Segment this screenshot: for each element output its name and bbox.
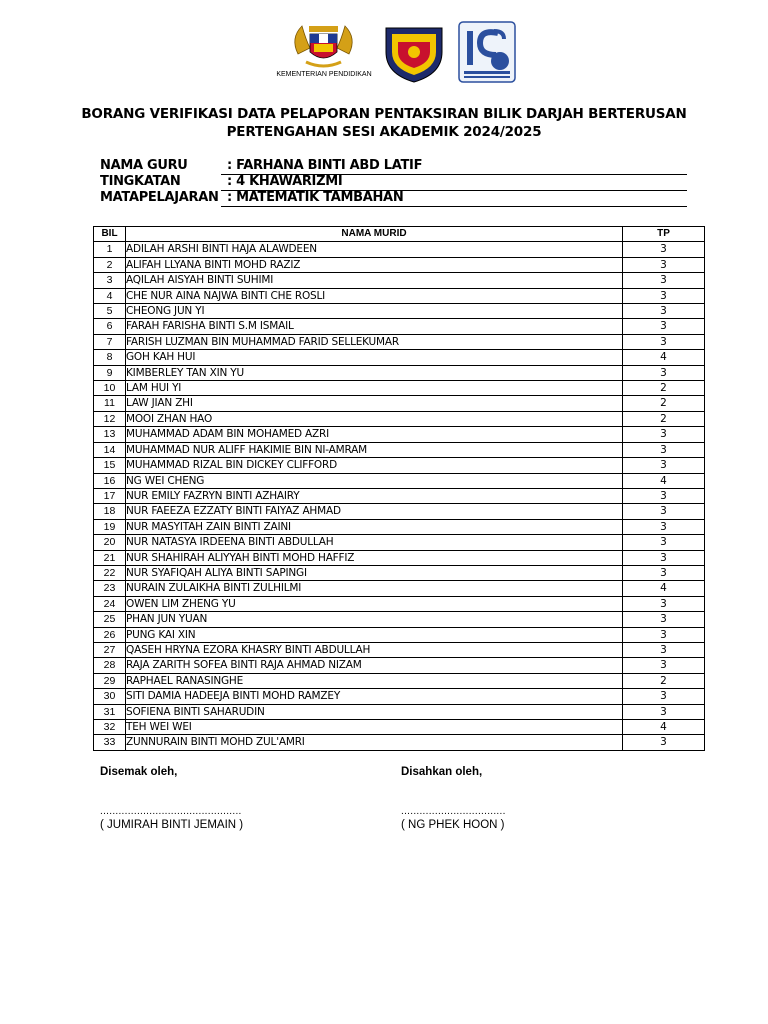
- row-number: 8: [94, 350, 126, 365]
- student-name: NUR MASYITAH ZAIN BINTI ZAINI: [126, 519, 623, 534]
- table-row: [94, 519, 705, 534]
- student-name: CHE NUR AINA NAJWA BINTI CHE ROSLI: [126, 288, 623, 303]
- student-name: FARISH LUZMAN BIN MUHAMMAD FARID SELLEKUMAR: [126, 334, 623, 349]
- student-name: NUR EMILY FAZRYN BINTI AZHAIRY: [126, 488, 623, 503]
- row-number: 13: [94, 427, 126, 442]
- table-row: [94, 720, 705, 735]
- row-number: 5: [94, 304, 126, 319]
- table-row: [94, 427, 705, 442]
- tp-score: 3: [623, 658, 705, 673]
- student-name: CHEONG JUN YI: [126, 304, 623, 319]
- student-name: RAPHAEL RANASINGHE: [126, 673, 623, 688]
- form-info-block: [100, 158, 690, 206]
- student-name: MUHAMMAD RIZAL BIN DICKEY CLIFFORD: [126, 458, 623, 473]
- table-row: [94, 365, 705, 380]
- student-name: MUHAMMAD NUR ALIFF HAKIMIE BIN NI-AMRAM: [126, 442, 623, 457]
- table-row: [94, 642, 705, 657]
- tp-score: 3: [623, 627, 705, 642]
- row-number: 19: [94, 519, 126, 534]
- tp-score: 3: [623, 273, 705, 288]
- tp-score: 3: [623, 257, 705, 272]
- table-row: [94, 596, 705, 611]
- name-header: NAMA MURID: [126, 227, 623, 242]
- row-number: 21: [94, 550, 126, 565]
- table-row: [94, 689, 705, 704]
- student-name: RAJA ZARITH SOFEA BINTI RAJA AHMAD NIZAM: [126, 658, 623, 673]
- approved-by-name: ( NG PHEK HOON ): [401, 819, 505, 831]
- table-row: [94, 473, 705, 488]
- row-number: 10: [94, 381, 126, 396]
- row-number: 7: [94, 334, 126, 349]
- table-row: [94, 273, 705, 288]
- table-row: [94, 396, 705, 411]
- row-number: 23: [94, 581, 126, 596]
- class-label: TINGKATAN: [100, 174, 181, 189]
- row-number: 31: [94, 704, 126, 719]
- student-name: AQILAH AISYAH BINTI SUHIMI: [126, 273, 623, 288]
- school-crest-logo: [382, 22, 446, 84]
- tp-score: 3: [623, 288, 705, 303]
- student-name: MUHAMMAD ADAM BIN MOHAMED AZRI: [126, 427, 623, 442]
- tp-score: 4: [623, 581, 705, 596]
- tp-score: 3: [623, 550, 705, 565]
- tp-score: 3: [623, 427, 705, 442]
- student-name: FARAH FARISHA BINTI S.M ISMAIL: [126, 319, 623, 334]
- table-row: [94, 565, 705, 580]
- tp-score: 2: [623, 396, 705, 411]
- student-name: NG WEI CHENG: [126, 473, 623, 488]
- student-name: SOFIENA BINTI SAHARUDIN: [126, 704, 623, 719]
- teacher-label: NAMA GURU: [100, 158, 188, 173]
- table-row: [94, 704, 705, 719]
- checked-by-heading: Disemak oleh,: [100, 766, 178, 778]
- tp-score: 3: [623, 704, 705, 719]
- student-name: MOOI ZHAN HAO: [126, 411, 623, 426]
- table-row: [94, 504, 705, 519]
- table-row: [94, 411, 705, 426]
- approved-by-signature-line: ..................................: [401, 806, 506, 817]
- student-table: [93, 226, 705, 751]
- teacher-value: : FARHANA BINTI ABD LATIF: [221, 158, 687, 175]
- student-name: NURAIN ZULAIKHA BINTI ZULHILMI: [126, 581, 623, 596]
- row-number: 14: [94, 442, 126, 457]
- tp-score: 3: [623, 689, 705, 704]
- table-row: [94, 334, 705, 349]
- student-name: NUR SHAHIRAH ALIYYAH BINTI MOHD HAFFIZ: [126, 550, 623, 565]
- table-row: [94, 673, 705, 688]
- tp-score: 3: [623, 488, 705, 503]
- tp-score: 4: [623, 473, 705, 488]
- row-number: 11: [94, 396, 126, 411]
- form-title-line-1: BORANG VERIFIKASI DATA PELAPORAN PENTAKSIRAN BILIK DARJAH BERTERUSAN: [81, 106, 687, 122]
- table-row: [94, 627, 705, 642]
- row-number: 12: [94, 411, 126, 426]
- row-number: 6: [94, 319, 126, 334]
- student-name: GOH KAH HUI: [126, 350, 623, 365]
- student-name: LAM HUI YI: [126, 381, 623, 396]
- logo-header: [0, 0, 768, 100]
- tp-score: 3: [623, 458, 705, 473]
- row-number: 16: [94, 473, 126, 488]
- student-name: NUR SYAFIQAH ALIYA BINTI SAPINGI: [126, 565, 623, 580]
- row-number: 32: [94, 720, 126, 735]
- table-row: [94, 442, 705, 457]
- subject-value: : MATEMATIK TAMBAHAN: [221, 190, 687, 207]
- student-name: PUNG KAI XIN: [126, 627, 623, 642]
- tp-score: 3: [623, 519, 705, 534]
- table-row: [94, 535, 705, 550]
- student-rows: [94, 242, 705, 750]
- tp-score: 3: [623, 242, 705, 257]
- row-number: 28: [94, 658, 126, 673]
- subject-row: [100, 190, 690, 206]
- row-number: 17: [94, 488, 126, 503]
- row-number: 33: [94, 735, 126, 750]
- tp-score: 3: [623, 504, 705, 519]
- table-row: [94, 735, 705, 750]
- table-row: [94, 350, 705, 365]
- tp-score: 3: [623, 319, 705, 334]
- row-number: 22: [94, 565, 126, 580]
- bil-header: BIL: [94, 227, 126, 242]
- student-name: ADILAH ARSHI BINTI HAJA ALAWDEEN: [126, 242, 623, 257]
- table-row: [94, 319, 705, 334]
- table-row: [94, 304, 705, 319]
- table-row: [94, 612, 705, 627]
- row-number: 27: [94, 642, 126, 657]
- row-number: 4: [94, 288, 126, 303]
- row-number: 2: [94, 257, 126, 272]
- ministry-caption: KEMENTERIAN PENDIDIKAN: [276, 71, 372, 78]
- table-header-row: [94, 227, 705, 242]
- tp-score: 2: [623, 673, 705, 688]
- row-number: 3: [94, 273, 126, 288]
- student-name: SITI DAMIA HADEEJA BINTI MOHD RAMZEY: [126, 689, 623, 704]
- row-number: 9: [94, 365, 126, 380]
- row-number: 25: [94, 612, 126, 627]
- approved-by-heading: Disahkan oleh,: [401, 766, 483, 778]
- student-name: LAW JIAN ZHI: [126, 396, 623, 411]
- table-row: [94, 458, 705, 473]
- class-value: : 4 KHAWARIZMI: [221, 174, 687, 191]
- student-name: NUR NATASYA IRDEENA BINTI ABDULLAH: [126, 535, 623, 550]
- tp-score: 3: [623, 304, 705, 319]
- tp-score: 3: [623, 334, 705, 349]
- row-number: 29: [94, 673, 126, 688]
- table-row: [94, 257, 705, 272]
- student-name: NUR FAEEZA EZZATY BINTI FAIYAZ AHMAD: [126, 504, 623, 519]
- tp-score: 3: [623, 535, 705, 550]
- checked-by-signature-line: ..............................................: [100, 806, 242, 817]
- tp-score: 3: [623, 596, 705, 611]
- table-row: [94, 381, 705, 396]
- row-number: 18: [94, 504, 126, 519]
- table-row: [94, 242, 705, 257]
- ics-25-logo: [458, 21, 516, 83]
- tp-score: 3: [623, 612, 705, 627]
- tp-score: 3: [623, 365, 705, 380]
- tp-header: TP: [623, 227, 705, 242]
- student-name: ZUNNURAIN BINTI MOHD ZUL'AMRI: [126, 735, 623, 750]
- form-title-line-2: PERTENGAHAN SESI AKADEMIK 2024/2025: [226, 124, 542, 140]
- row-number: 26: [94, 627, 126, 642]
- tp-score: 3: [623, 565, 705, 580]
- teacher-row: [100, 158, 690, 174]
- row-number: 20: [94, 535, 126, 550]
- tp-score: 2: [623, 381, 705, 396]
- tp-score: 3: [623, 442, 705, 457]
- tp-score: 3: [623, 642, 705, 657]
- student-name: TEH WEI WEI: [126, 720, 623, 735]
- table-row: [94, 658, 705, 673]
- student-name: ALIFAH LLYANA BINTI MOHD RAZIZ: [126, 257, 623, 272]
- tp-score: 4: [623, 720, 705, 735]
- checked-by-name: ( JUMIRAH BINTI JEMAIN ): [100, 819, 244, 831]
- row-number: 30: [94, 689, 126, 704]
- table-row: [94, 288, 705, 303]
- student-name: QASEH HRYNA EZORA KHASRY BINTI ABDULLAH: [126, 642, 623, 657]
- table-row: [94, 488, 705, 503]
- row-number: 24: [94, 596, 126, 611]
- student-name: KIMBERLEY TAN XIN YU: [126, 365, 623, 380]
- row-number: 1: [94, 242, 126, 257]
- student-name: OWEN LIM ZHENG YU: [126, 596, 623, 611]
- class-row: [100, 174, 690, 190]
- row-number: 15: [94, 458, 126, 473]
- table-row: [94, 550, 705, 565]
- tp-score: 3: [623, 735, 705, 750]
- tp-score: 2: [623, 411, 705, 426]
- subject-label: MATAPELAJARAN: [100, 190, 219, 205]
- student-name: PHAN JUN YUAN: [126, 612, 623, 627]
- tp-score: 4: [623, 350, 705, 365]
- table-row: [94, 581, 705, 596]
